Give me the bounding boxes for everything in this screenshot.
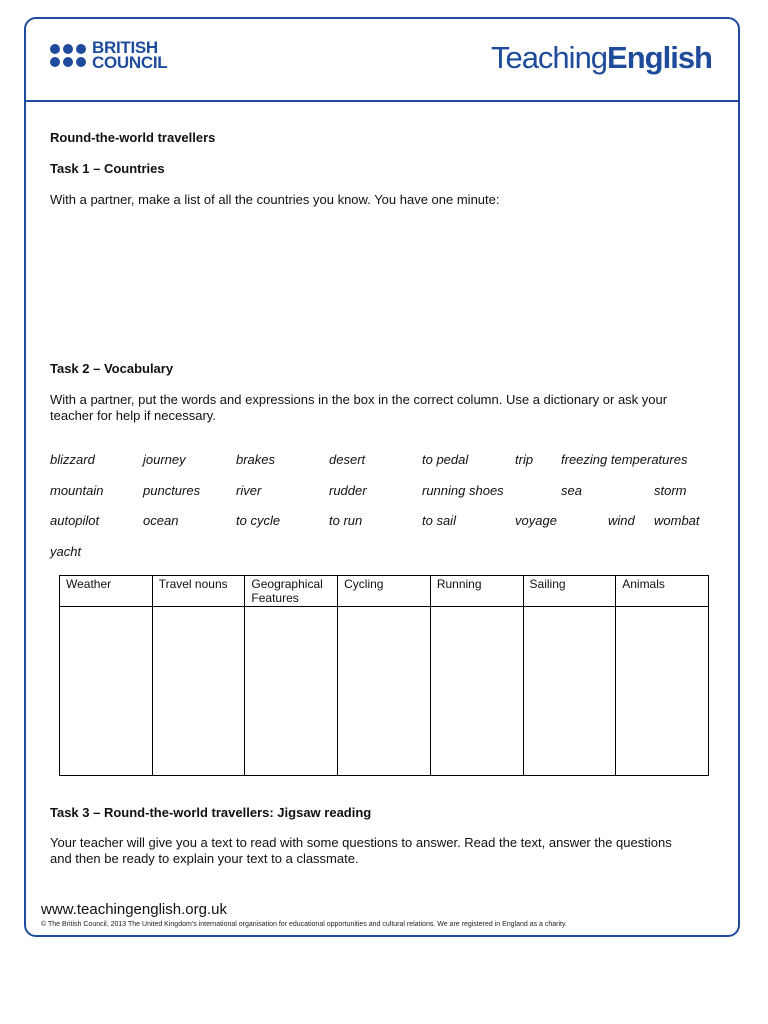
word-item: ocean (143, 513, 179, 528)
word-item: sea (561, 483, 582, 498)
column-header-travel-nouns: Travel nouns (152, 576, 245, 607)
word-item: voyage (515, 513, 557, 528)
task2-instructions: With a partner, put the words and expressions in the box in the correct column. Use a dictionary or ask your teacher for help if necessary. (50, 392, 668, 423)
column-header-sailing: Sailing (523, 576, 616, 607)
word-item: yacht (50, 544, 82, 559)
answer-cell[interactable] (430, 607, 523, 776)
footer-copyright: © The British Council, 2013 The United Kingdom’s international organisation for educational opportunities and cultural relations. We are registered in England as a charity. (41, 921, 567, 928)
answer-cell[interactable] (523, 607, 616, 776)
task2-heading: Task 2 – Vocabulary (50, 361, 174, 376)
british-council-wordmark: BRITISH COUNCIL (92, 38, 168, 72)
british-council-dots-icon (50, 44, 86, 67)
word-item: river (236, 483, 262, 498)
vocabulary-table (59, 575, 709, 776)
word-item: wombat (654, 513, 700, 528)
task3-instructions: Your teacher will give you a text to read with some questions to answer. Read the text, answer the questions and then be ready to explain your text to a classmate. (50, 835, 672, 866)
column-header-animals: Animals (616, 576, 709, 607)
word-item: desert (329, 452, 366, 467)
column-header-geographical-features: Geographical Features (245, 576, 338, 607)
word-item: to cycle (236, 513, 281, 528)
word-item: punctures (143, 483, 201, 498)
answer-cell[interactable] (152, 607, 245, 776)
answer-cell[interactable] (245, 607, 338, 776)
teaching-english-logo: TeachingEnglish (490, 40, 712, 75)
column-header-running: Running (430, 576, 523, 607)
answer-cell[interactable] (60, 607, 153, 776)
word-item: rudder (329, 483, 367, 498)
table-answer-row (60, 607, 709, 776)
word-item: brakes (236, 452, 276, 467)
task3-heading: Task 3 – Round-the-world travellers: Jigsaw reading (50, 805, 372, 820)
page-frame (24, 17, 740, 937)
column-header-weather: Weather (60, 576, 153, 607)
worksheet-title: Round-the-world travellers (50, 130, 216, 145)
word-item: running shoes (422, 483, 504, 498)
word-item: freezing temperatures (561, 452, 688, 467)
word-item: to sail (422, 513, 456, 528)
task1-heading: Task 1 – Countries (50, 161, 165, 176)
word-item: to pedal (422, 452, 469, 467)
word-item: mountain (50, 483, 104, 498)
table-header-row (60, 576, 709, 607)
column-header-cycling: Cycling (338, 576, 431, 607)
answer-cell[interactable] (338, 607, 431, 776)
word-item: to run (329, 513, 363, 528)
word-item: wind (608, 513, 635, 528)
header-divider (24, 100, 740, 102)
word-item: blizzard (50, 452, 95, 467)
british-council-logo (50, 40, 167, 70)
footer-url: www.teachingenglish.org.uk (41, 901, 227, 918)
answer-cell[interactable] (616, 607, 709, 776)
word-item: journey (143, 452, 186, 467)
word-item: trip (515, 452, 534, 467)
word-item: storm (654, 483, 687, 498)
task1-instructions: With a partner, make a list of all the countries you know. You have one minute: (50, 192, 500, 207)
word-item: autopilot (50, 513, 100, 528)
